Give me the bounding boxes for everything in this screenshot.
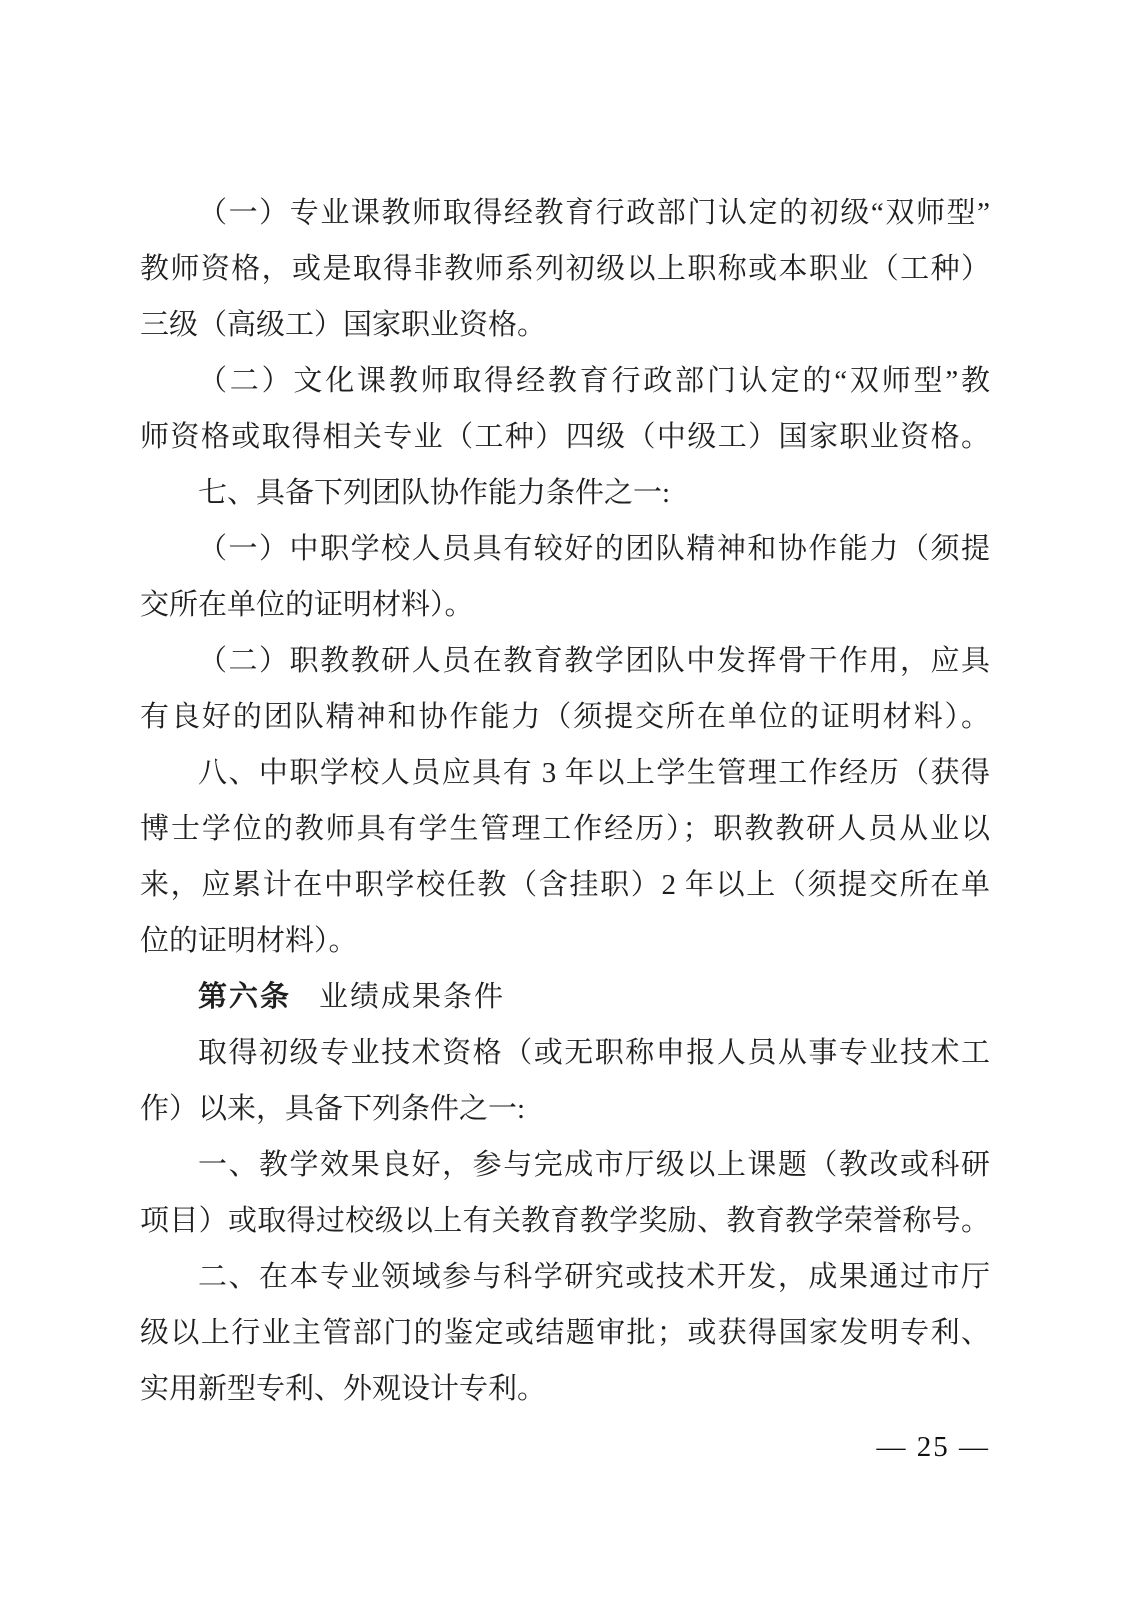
text-line: 位的证明材料）。 xyxy=(140,925,358,957)
text-line: 级以上行业主管部门的鉴定或结题审批；或获得国家发明专利、 xyxy=(140,1317,990,1349)
text-line: （二）文化课教师取得经教育行政部门认定的“双师型”教 xyxy=(198,365,990,397)
text-line: 项目）或取得过校级以上有关教育教学奖励、教育教学荣誉称号。 xyxy=(140,1205,990,1237)
text-line: 有良好的团队精神和协作能力（须提交所在单位的证明材料）。 xyxy=(140,701,990,733)
text-line: 取得初级专业技术资格（或无职称申报人员从事专业技术工 xyxy=(198,1037,990,1069)
article-number: 第六条 xyxy=(198,981,292,1013)
document-body xyxy=(140,185,990,1417)
article-title: 业绩成果条件 xyxy=(319,981,506,1013)
text-line: 八、中职学校人员应具有 3 年以上学生管理工作经历（获得 xyxy=(198,757,990,789)
page-number: — 25 — xyxy=(876,1431,990,1463)
article-heading xyxy=(140,969,990,1025)
text-line: 作）以来，具备下列条件之一: xyxy=(140,1093,526,1125)
text-line: 博士学位的教师具有学生管理工作经历）；职教教研人员从业以 xyxy=(140,813,990,845)
text-line: 交所在单位的证明材料）。 xyxy=(140,589,474,621)
text-line: 二、在本专业领域参与科学研究或技术开发，成果通过市厅 xyxy=(198,1261,990,1293)
text-line: 来，应累计在中职学校任教（含挂职）2 年以上（须提交所在单 xyxy=(140,869,990,901)
text-line: 实用新型专利、外观设计专利。 xyxy=(140,1373,547,1405)
text-line: （二）职教教研人员在教育教学团队中发挥骨干作用，应具 xyxy=(198,645,990,677)
text-line: （一）专业课教师取得经教育行政部门认定的初级“双师型” xyxy=(198,197,990,229)
text-line: 三级（高级工）国家职业资格。 xyxy=(140,309,547,341)
text-line: 教师资格，或是取得非教师系列初级以上职称或本职业（工种） xyxy=(140,253,990,285)
text-line: 七、具备下列团队协作能力条件之一: xyxy=(198,477,671,509)
text-line: 一、教学效果良好，参与完成市厅级以上课题（教改或科研 xyxy=(198,1149,990,1181)
text-line: （一）中职学校人员具有较好的团队精神和协作能力（须提 xyxy=(198,533,990,565)
text-line: 师资格或取得相关专业（工种）四级（中级工）国家职业资格。 xyxy=(140,421,990,453)
